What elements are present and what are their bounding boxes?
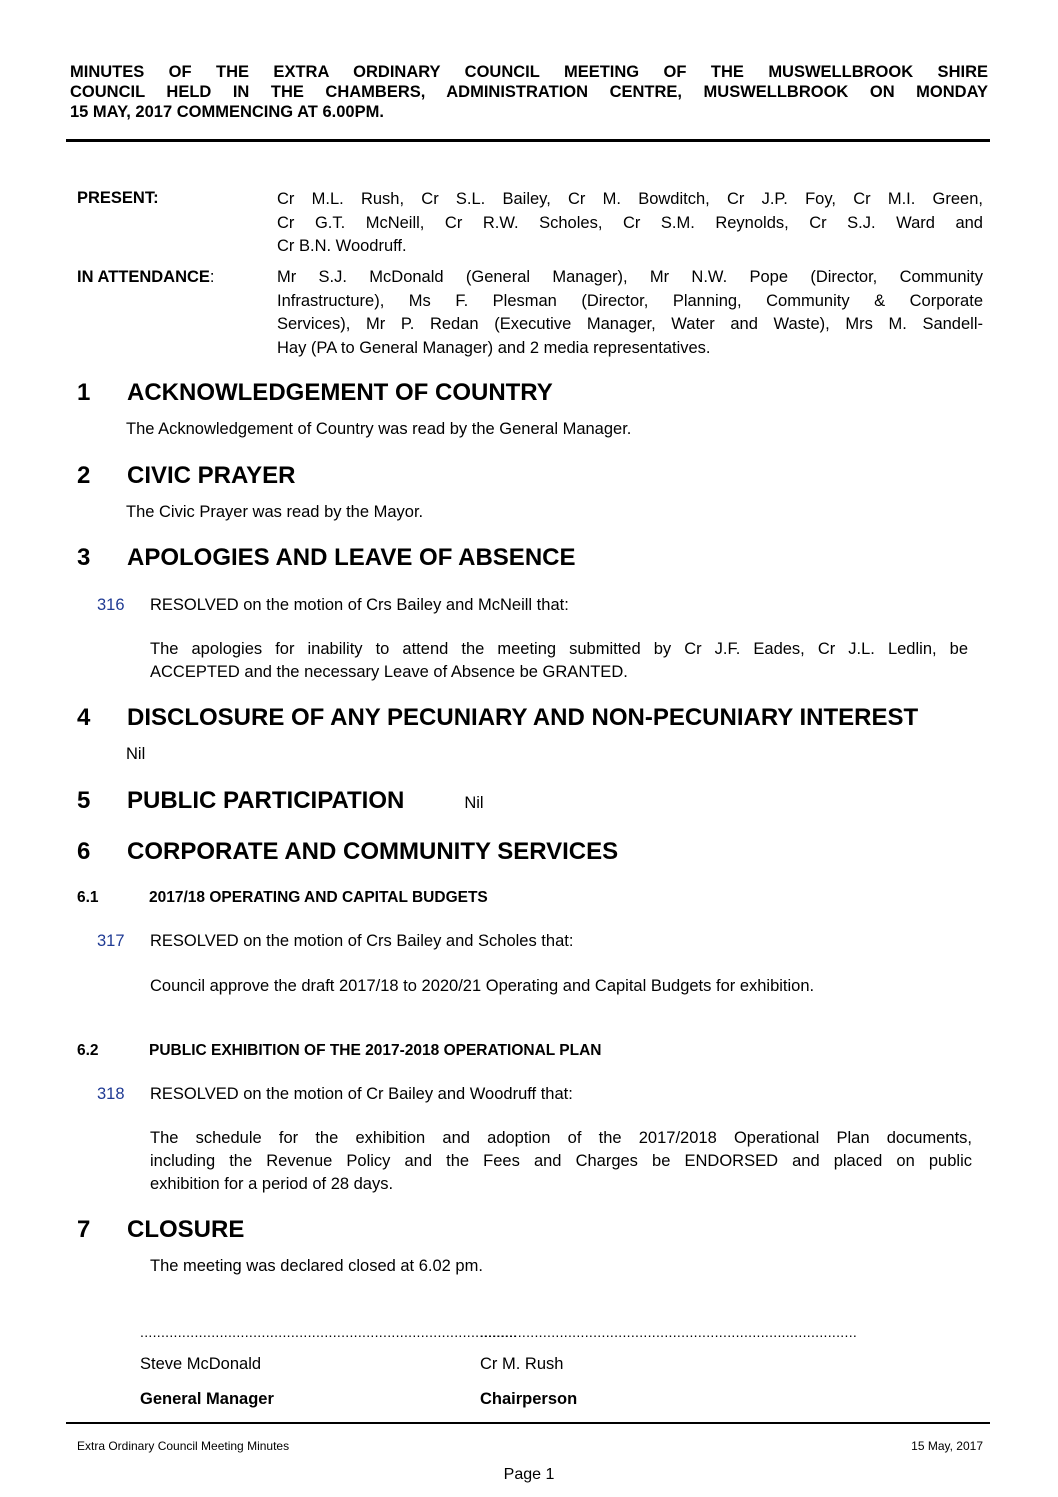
- section-title: APOLOGIES AND LEAVE OF ABSENCE: [127, 544, 576, 571]
- section-heading-6: [77, 838, 618, 866]
- section-2-text: The Civic Prayer was read by the Mayor.: [126, 503, 424, 521]
- resolution-line: The schedule for the exhibition and adoption of the 2017/2018 Operational Plan documents,: [150, 1129, 972, 1147]
- attendance-label: [77, 268, 215, 287]
- attendance-list: [277, 266, 983, 360]
- section-title: CIVIC PRAYER: [127, 462, 296, 489]
- title-line: MINUTES OF THE EXTRA ORDINARY COUNCIL MEETING OF THE MUSWELLBROOK SHIRE: [70, 63, 988, 81]
- section-4-text: Nil: [126, 745, 146, 763]
- section-title: ACKNOWLEDGEMENT OF COUNTRY: [127, 379, 553, 406]
- subsection-number: 6.2: [77, 1042, 99, 1059]
- section-heading-2: [77, 462, 296, 490]
- signatory-name-left: Steve McDonald: [140, 1355, 262, 1373]
- attendance-line: Hay (PA to General Manager) and 2 media representatives.: [277, 338, 711, 357]
- section-1-text: The Acknowledgement of Country was read by the General Manager.: [126, 420, 632, 438]
- present-line: Cr M.L. Rush, Cr S.L. Bailey, Cr M. Bowditch, Cr J.P. Foy, Cr M.I. Green,: [277, 190, 983, 208]
- resolution-number: 316: [97, 596, 125, 614]
- document-title: [70, 62, 988, 122]
- attendance-line: Infrastructure), Ms F. Plesman (Director, Planning, Community & Corporate: [277, 291, 983, 310]
- footer-divider: [66, 1422, 990, 1424]
- resolution-line: including the Revenue Policy and the Fees and Charges be ENDORSED and placed on public: [150, 1152, 972, 1170]
- resolution-motion: RESOLVED on the motion of Cr Bailey and Woodruff that:: [150, 1085, 573, 1103]
- signature-line-right: ..........................................................................................: [480, 1324, 858, 1340]
- section-title: CORPORATE AND COMMUNITY SERVICES: [127, 838, 619, 865]
- section-7-text: The meeting was declared closed at 6.02 pm.: [150, 1257, 483, 1275]
- signatory-name-right: Cr M. Rush: [480, 1355, 564, 1373]
- resolution-line: ACCEPTED and the necessary Leave of Absence be GRANTED.: [150, 663, 628, 681]
- attendance-label-colon: :: [209, 268, 215, 286]
- resolution-number: 318: [97, 1085, 125, 1103]
- subsection-title: 2017/18 OPERATING AND CAPITAL BUDGETS: [149, 889, 488, 906]
- resolution-text: Council approve the draft 2017/18 to 2020/21 Operating and Capital Budgets for exhibition.: [150, 977, 815, 995]
- present-list: [277, 188, 983, 259]
- resolution-motion: RESOLVED on the motion of Crs Bailey and McNeill that:: [150, 596, 569, 614]
- section-heading-3: [77, 544, 576, 572]
- signatory-role-left: General Manager: [140, 1390, 274, 1408]
- section-number: 2: [77, 462, 91, 489]
- subsection-heading-6-1: [77, 888, 488, 908]
- present-label: PRESENT:: [77, 189, 159, 207]
- footer-title: Extra Ordinary Council Meeting Minutes: [77, 1439, 290, 1453]
- resolution-line: exhibition for a period of 28 days.: [150, 1175, 394, 1193]
- subsection-title: PUBLIC EXHIBITION OF THE 2017-2018 OPERATIONAL PLAN: [149, 1042, 602, 1059]
- resolution-motion: RESOLVED on the motion of Crs Bailey and Scholes that:: [150, 932, 574, 950]
- section-number: 1: [77, 379, 91, 406]
- resolution-text: [150, 1127, 972, 1196]
- section-title: DISCLOSURE OF ANY PECUNIARY AND NON-PECUNIARY INTEREST: [127, 704, 919, 731]
- present-line: Cr B.N. Woodruff.: [277, 237, 407, 255]
- page-number: Page 1: [503, 1466, 555, 1483]
- section-heading-1: [77, 379, 553, 407]
- section-number: 5: [77, 787, 91, 814]
- subsection-heading-6-2: [77, 1041, 601, 1061]
- section-heading-7: [77, 1216, 244, 1244]
- attendance-line: Services), Mr P. Redan (Executive Manager, Water and Waste), Mrs M. Sandell-: [277, 315, 983, 333]
- resolution-text: [150, 638, 968, 684]
- resolution-number: 317: [97, 932, 125, 950]
- section-5-text: Nil: [464, 794, 484, 812]
- signature-line-left: ..........................................................................................: [140, 1324, 518, 1340]
- title-line: COUNCIL HELD IN THE CHAMBERS, ADMINISTRATION CENTRE, MUSWELLBROOK ON MONDAY: [70, 83, 988, 101]
- section-title: PUBLIC PARTICIPATION: [127, 787, 405, 814]
- attendance-line: Mr S.J. McDonald (General Manager), Mr N.W. Pope (Director, Community: [277, 268, 983, 286]
- section-heading-4: [77, 704, 918, 732]
- footer-date: 15 May, 2017: [911, 1439, 983, 1453]
- section-number: 3: [77, 544, 91, 571]
- present-line: Cr G.T. McNeill, Cr R.W. Scholes, Cr S.M. Reynolds, Cr S.J. Ward and: [277, 213, 983, 232]
- section-number: 4: [77, 704, 91, 731]
- section-number: 7: [77, 1216, 91, 1243]
- section-number: 6: [77, 838, 91, 865]
- section-heading-5: [77, 787, 484, 817]
- signatory-role-right: Chairperson: [480, 1390, 578, 1408]
- title-divider: [66, 139, 990, 142]
- attendance-label-text: IN ATTENDANCE: [77, 268, 210, 286]
- section-title: CLOSURE: [127, 1216, 245, 1243]
- resolution-line: The apologies for inability to attend the meeting submitted by Cr J.F. Eades, Cr J.L. Ledlin, be: [150, 640, 968, 658]
- title-line: 15 MAY, 2017 COMMENCING AT 6.00PM.: [70, 103, 384, 121]
- subsection-number: 6.1: [77, 889, 99, 906]
